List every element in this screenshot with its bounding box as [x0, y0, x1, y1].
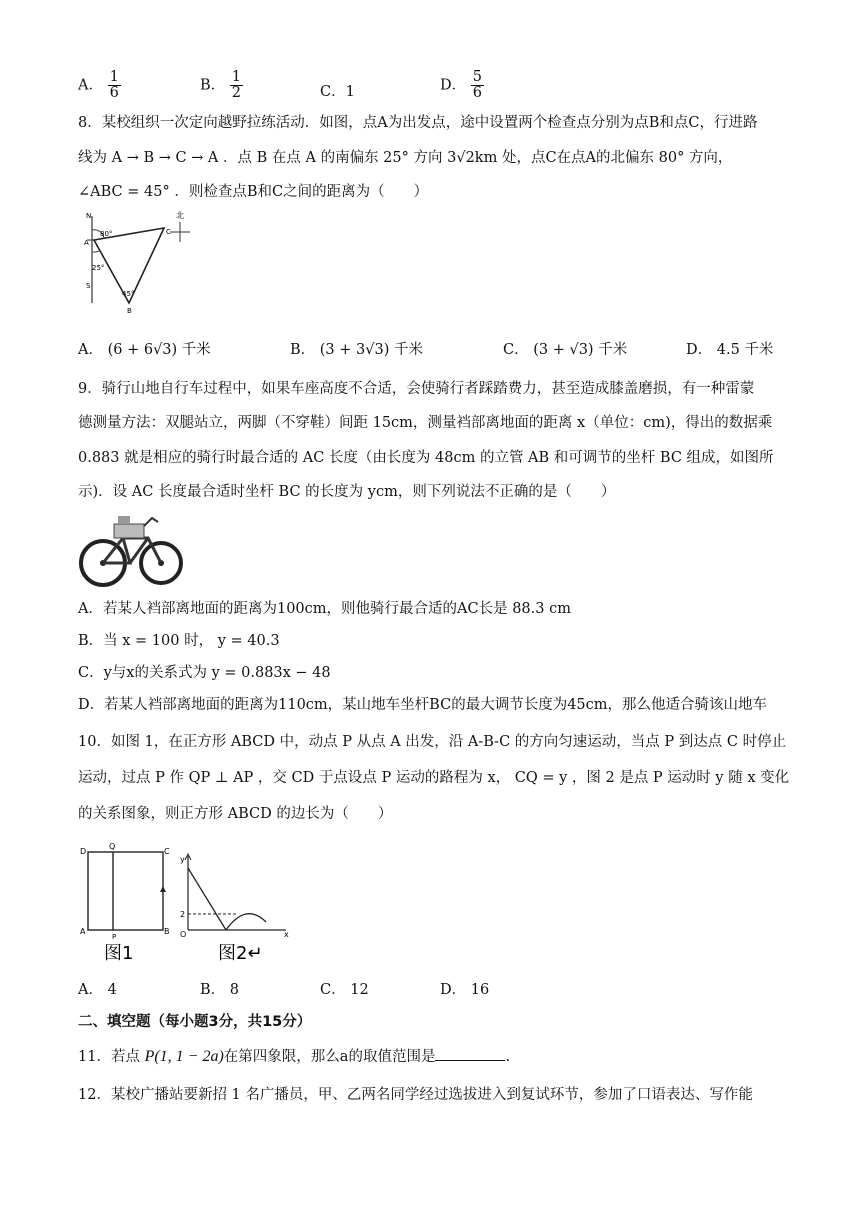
bicycle-image — [78, 508, 184, 590]
q7-option-b: B． $\frac{1}{2}$ — [200, 69, 241, 102]
q9-line-4: 示)．设 AC 长度最合适时坐杆 BC 的长度为 ycm，则下列说法不正确的是（ ） — [78, 484, 616, 500]
fig1-q-label: Q — [109, 842, 116, 851]
q9-option-b: B．当 x = 100 时， y = 40.3 — [78, 633, 280, 649]
q10-figures — [76, 842, 296, 967]
fig2-y-label: y — [180, 855, 185, 864]
q10-option-b: B． 8 — [200, 982, 239, 998]
point-b-label: B — [127, 307, 132, 315]
angle-25-label: 25° — [92, 264, 105, 272]
fig2-two-label: 2 — [180, 910, 186, 919]
q7-option-c: C．1 — [320, 84, 355, 100]
q11-answer-blank[interactable] — [435, 1048, 505, 1061]
point-a-label: A — [84, 239, 89, 247]
q10-line-2: 运动，过点 P 作 QP ⊥ AP ，交 CD 于点设点 P 运动的路程为 x， CQ = y ，图 2 是点 P 运动时 y 随 x 变化 — [78, 770, 790, 786]
q10-option-c: C． 12 — [320, 982, 369, 998]
angle-80-label: 80° — [100, 230, 113, 238]
point-c-label: C — [166, 228, 171, 236]
q10-option-d: D． 16 — [440, 982, 490, 998]
q10-line-1: 10．如图 1，在正方形 ABCD 中，动点 P 从点 A 出发，沿 A-B-C 的方向匀速运动，当点 P 到达点 C 时停止 — [78, 734, 787, 750]
q8-option-d: D． 4.5 千米 — [686, 342, 774, 358]
q8-option-c: C． (3 + √3) 千米 — [503, 342, 628, 358]
fig2-x-label: x — [284, 930, 289, 939]
q8-option-b: B． (3 + 3√3) 千米 — [290, 342, 423, 358]
q9-option-d: D．若某人裆部离地面的距离为110cm，某山地车坐杆BC的最大调节长度为45cm，那么他适合骑该山地车 — [78, 697, 768, 713]
q9-option-c: C．y与x的关系式为 y = 0.883x − 48 — [78, 665, 331, 681]
section-2-heading: 二、填空题（每小题3分，共15分） — [78, 1014, 312, 1030]
q10-option-a: A． 4 — [78, 982, 117, 998]
fig2-o-label: O — [180, 930, 187, 939]
fig1-caption: 图1 — [104, 943, 134, 964]
fig1-p-label: P — [112, 933, 117, 941]
q9-line-2: 德测量方法：双腿站立，两脚（不穿鞋）间距 15cm，测量裆部离地面的距离 x（单位：cm)，得出的数据乘 — [78, 415, 773, 431]
angle-45-label: 45° — [122, 290, 135, 298]
q10-line-3: 的关系图象，则正方形 ABCD 的边长为（ ） — [78, 806, 393, 822]
q8-line-1: 8．某校组织一次定向越野拉练活动．如图，点A为出发点，途中设置两个检查点分别为点B和点C，行进路 — [78, 115, 758, 131]
q7-option-a: A． $\frac{1}{6}$ — [78, 69, 119, 102]
fig1-a-label: A — [80, 927, 86, 936]
q12-line-1: 12．某校广播站要新招 1 名广播员，甲、乙两名同学经过选拔进入到复试环节，参加了口语表达、写作能 — [78, 1087, 753, 1103]
q8-line-3: ∠ABC = 45° ．则检查点B和C之间的距离为（ ） — [78, 184, 429, 200]
q9-option-a: A．若某人裆部离地面的距离为100cm，则他骑行最合适的AC长是 88.3 cm — [78, 601, 571, 617]
north-label: 北 — [176, 211, 184, 220]
fig1-d-label: D — [80, 847, 87, 856]
n-label: N — [86, 212, 92, 220]
s-label: S — [86, 282, 91, 290]
q9-line-3: 0.883 就是相应的骑行时最合适的 AC 长度（由长度为 48cm 的立管 AB 和可调节的坐杆 BC 组成，如图所 — [78, 450, 774, 466]
q8-line-2: 线为 A → B → C → A ．点 B 在点 A 的南偏东 25° 方向 3√2km 处，点C在点A的北偏东 80° 方向， — [78, 150, 733, 166]
q11-line: 11．若点 P(1, 1 − 2a)在第四象限，那么a的取值范围是 . — [78, 1048, 511, 1065]
q8-option-a: A． (6 + 6√3) 千米 — [78, 342, 211, 358]
fig2-caption: 图2↵ — [218, 943, 263, 964]
q7-option-d: D． $\frac{5}{6}$ — [440, 69, 482, 102]
fig1-b-label: B — [164, 927, 170, 936]
fig1-c-label: C — [164, 847, 170, 856]
q8-figure — [82, 208, 212, 318]
q9-line-1: 9．骑行山地自行车过程中，如果车座高度不合适，会使骑行者踩踏费力，甚至造成膝盖磨损，有一种雷蒙 — [78, 381, 755, 397]
